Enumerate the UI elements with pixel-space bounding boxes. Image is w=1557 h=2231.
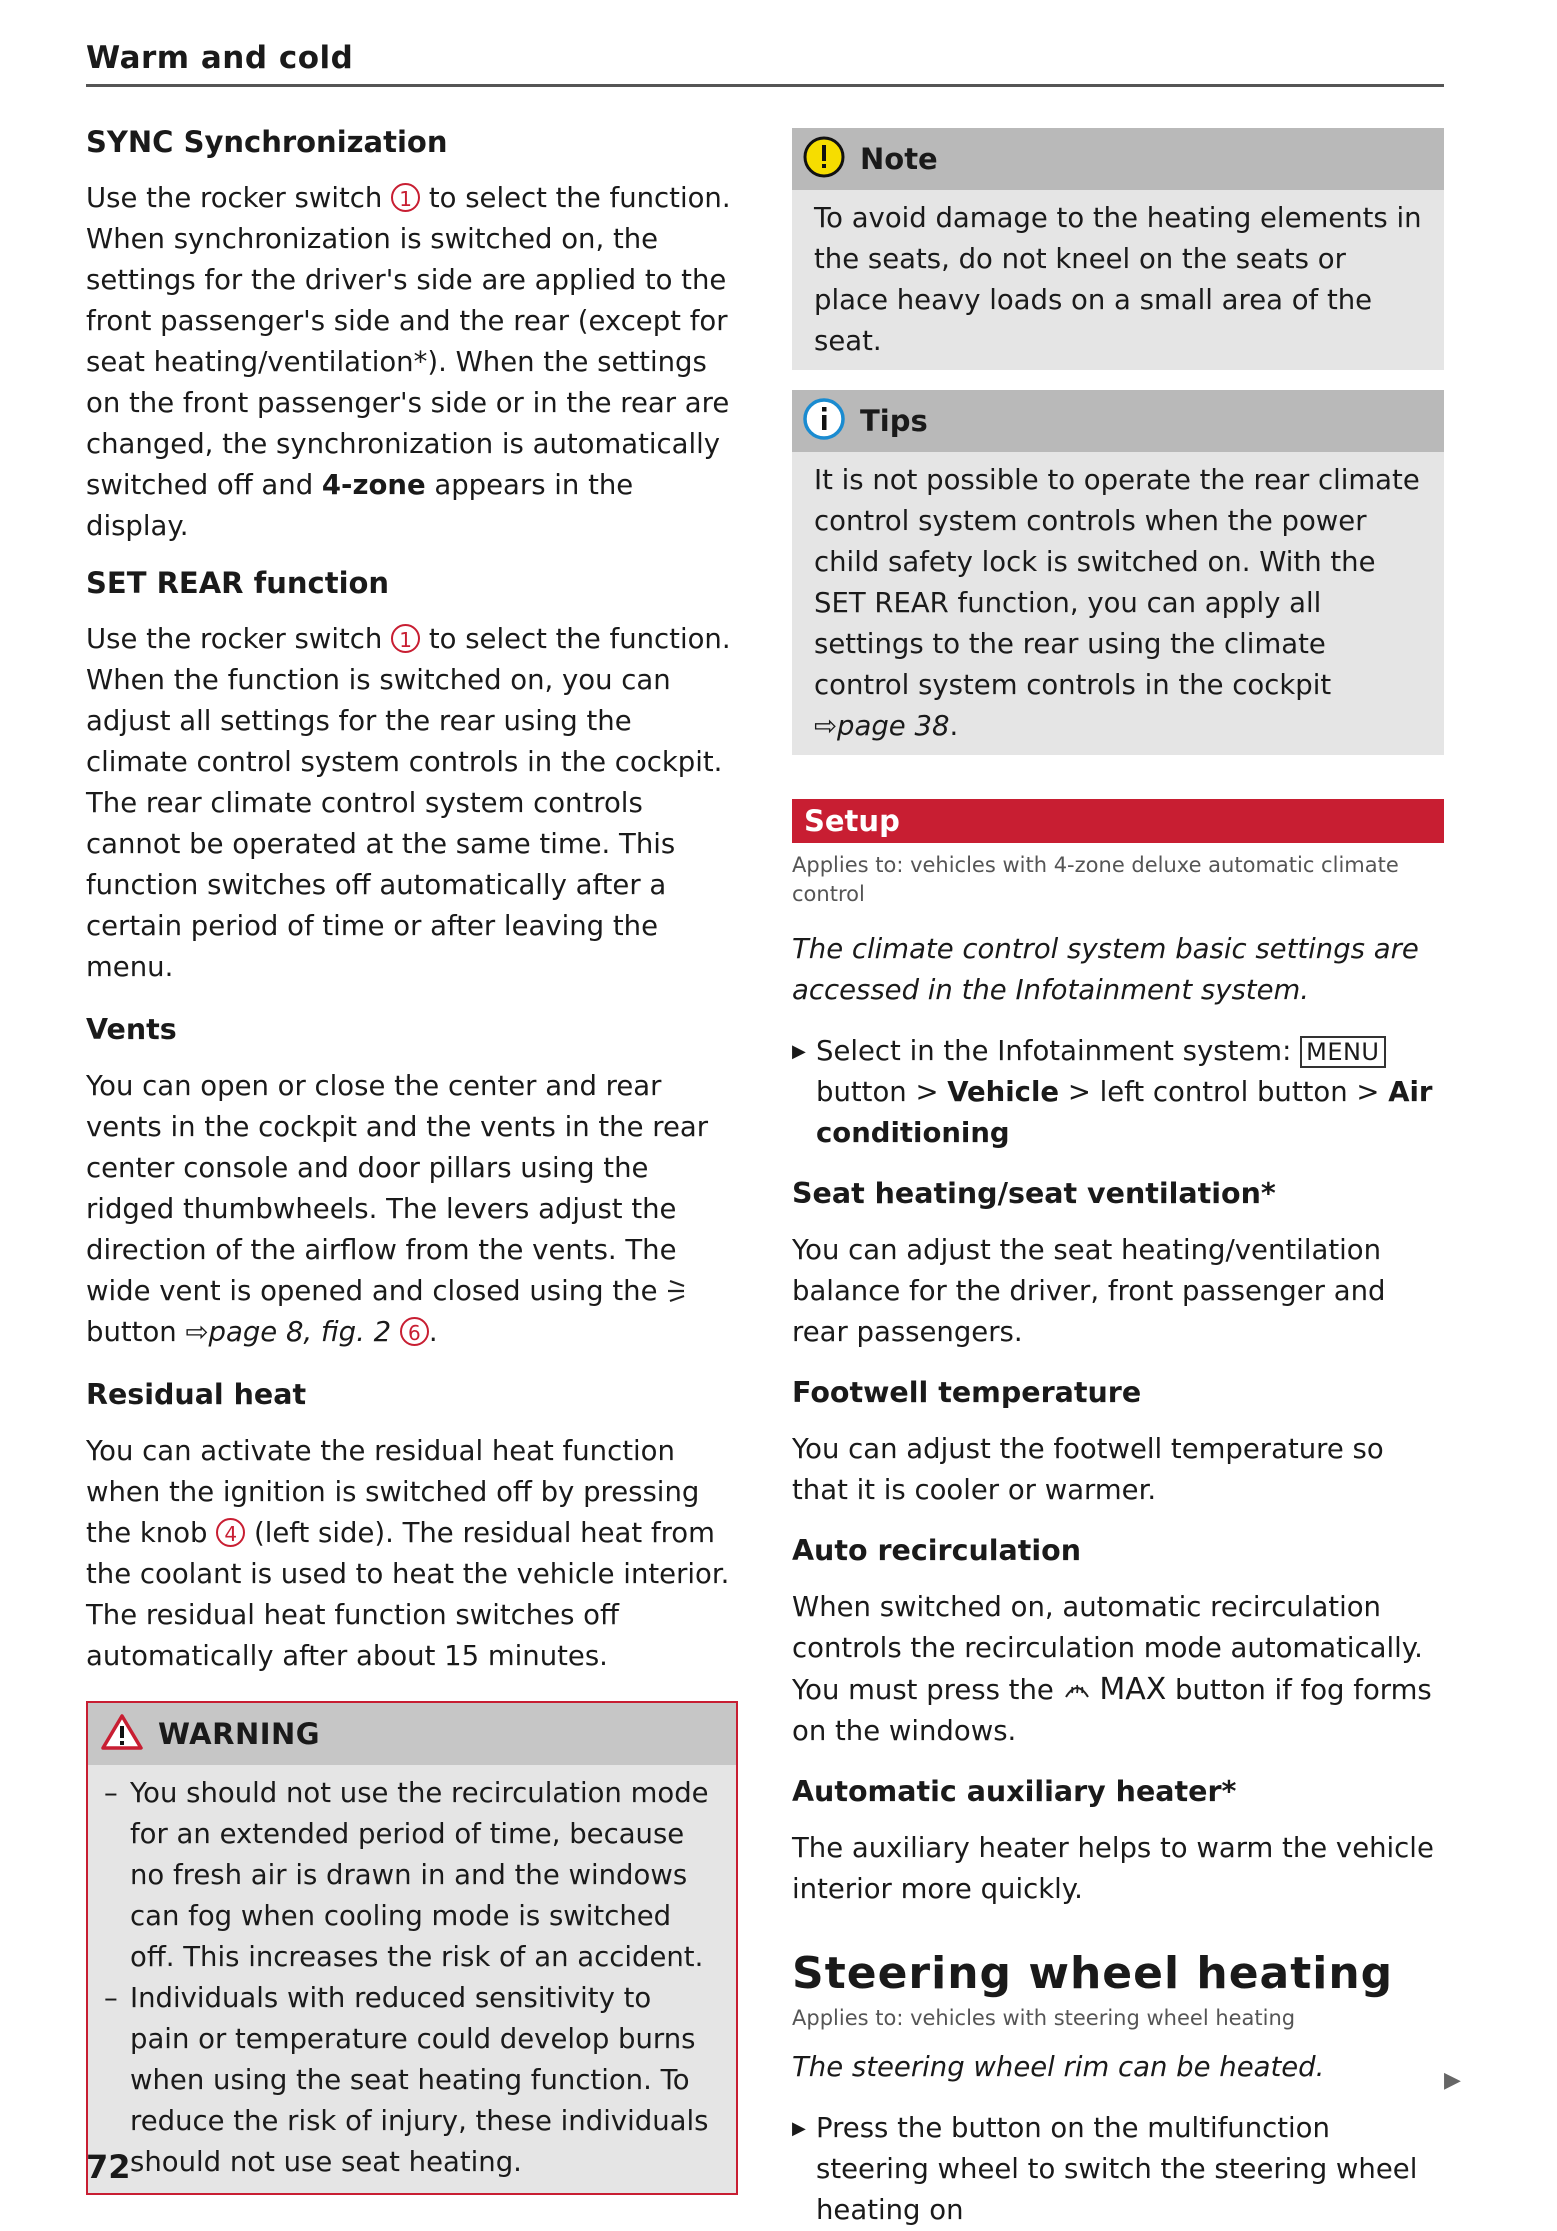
footwell-heading: Footwell temperature bbox=[792, 1376, 1142, 1409]
left-column bbox=[86, 120, 738, 2195]
tips-header bbox=[792, 390, 1444, 452]
tips-body: It is not possible to operate the rear climate control system controls when the power child safety lock is switched on. With the SET REAR function, you can apply all settings to the rear using the climate control system controls in the cockpit ⇨page 38. bbox=[814, 464, 1420, 742]
seat-heating-heading: Seat heating/seat ventilation* bbox=[792, 1177, 1276, 1210]
callout-number: 4 bbox=[216, 1518, 245, 1547]
page-header-title: Warm and cold bbox=[86, 40, 354, 76]
residual-heat-paragraph: You can activate the residual heat function when the ignition is switched off by pressing the knob 4 (left side). The residual heat from the coolant is used to heat the vehicle interior. The residual heat function switches off automatically after about 15 minutes. bbox=[86, 1435, 730, 1672]
warning-triangle-icon bbox=[100, 1713, 144, 1755]
steering-applies-to: Applies to: vehicles with steering wheel heating bbox=[792, 2006, 1296, 2030]
vents-paragraph: You can open or close the center and rear vents in the cockpit and the vents in the rear center console and door pillars using the ridged thumbwheels. The levers adjust the direction of the airflow from the vents. The wide vent is opened and closed using the button ⇨page 8, fig. 2 6 . bbox=[86, 1070, 709, 1348]
auxiliary-heater-paragraph: The auxiliary heater helps to warm the vehicle interior more quickly. bbox=[792, 1832, 1434, 1905]
page-reference-link[interactable]: page 38 bbox=[837, 710, 950, 742]
wide-vent-icon bbox=[666, 1275, 688, 1307]
right-column bbox=[792, 128, 1444, 2231]
auto-recirculation-heading: Auto recirculation bbox=[792, 1534, 1082, 1567]
exclamation-circle-icon bbox=[802, 135, 846, 183]
callout-number: 6 bbox=[400, 1317, 429, 1346]
note-body: To avoid damage to the heating elements in the seats, do not kneel on the seats or place heavy loads on a small area of the seat. bbox=[814, 202, 1422, 357]
vents-heading: Vents bbox=[86, 1013, 177, 1046]
continue-arrow-icon: ▶ bbox=[1444, 2068, 1461, 2093]
callout-number: 1 bbox=[391, 183, 420, 212]
warning-box bbox=[86, 1701, 738, 2195]
tips-box bbox=[792, 390, 1444, 755]
set-rear-paragraph: Use the rocker switch 1 to select the function. When the function is switched on, you can adjust all settings for the rear using the climate control system controls in the cockpit. The rear climate control system controls cannot be operated at the same time. This function switches off automatically after a certain period of time or after leaving the menu. bbox=[86, 623, 731, 983]
warning-title: WARNING bbox=[158, 1717, 321, 1751]
sync-paragraph: Use the rocker switch 1 to select the function. When synchronization is switched on, the settings for the driver's side are applied to the front passenger's side and the rear (except for seat heating/ventilation*). When the settings on the front passenger's side or in the rear are changed, the synchronization is automatically switched off and 4-zone appears in the display. bbox=[86, 182, 731, 542]
warning-item: – Individuals with reduced sensitivity to pain or temperature could develop burns when using the seat heating function. To reduce the risk of injury, these individuals should not use seat heating. bbox=[104, 1982, 709, 2178]
steering-step: ▶ Press the button on the multifunction steering wheel to switch the steering wheel heating on bbox=[792, 2108, 1444, 2231]
footwell-paragraph: You can adjust the footwell temperature so that it is cooler or warmer. bbox=[792, 1433, 1384, 1506]
setup-step: ▶ Select in the Infotainment system: MENU button > Vehicle > left control button > Air conditioning bbox=[792, 1031, 1444, 1154]
steering-wheel-heating-heading: Steering wheel heating bbox=[792, 1948, 1394, 1999]
reference-arrow-icon: ⇨ bbox=[185, 1316, 209, 1348]
bullet-triangle-icon: ▶ bbox=[792, 2118, 806, 2139]
setup-section-bar: Setup bbox=[792, 799, 1444, 843]
header-divider bbox=[86, 84, 1444, 87]
auxiliary-heater-heading: Automatic auxiliary heater* bbox=[792, 1775, 1237, 1808]
note-title: Note bbox=[860, 142, 938, 176]
sync-heading: SYNC Synchronization bbox=[86, 125, 448, 159]
auto-recirculation-paragraph: When switched on, automatic recirculation controls the recirculation mode automatically. You must press the MAX button if fog forms on the windows. bbox=[792, 1591, 1432, 1747]
note-box bbox=[792, 128, 1444, 370]
steering-intro: The steering wheel rim can be heated. bbox=[792, 2051, 1325, 2083]
page-number: 72 bbox=[86, 2148, 131, 2186]
residual-heat-heading: Residual heat bbox=[86, 1378, 307, 1411]
set-rear-heading: SET REAR function bbox=[86, 566, 390, 600]
seat-heating-paragraph: You can adjust the seat heating/ventilation balance for the driver, front passenger and rear passengers. bbox=[792, 1234, 1386, 1348]
callout-number: 1 bbox=[391, 624, 420, 653]
page-reference-link[interactable]: page 8, fig. 2 bbox=[208, 1316, 392, 1348]
bullet-triangle-icon: ▶ bbox=[792, 1041, 806, 1062]
info-circle-icon bbox=[802, 397, 846, 445]
menu-key: MENU bbox=[1300, 1036, 1385, 1068]
reference-arrow-icon: ⇨ bbox=[814, 710, 838, 742]
warning-header bbox=[88, 1703, 736, 1765]
warning-item: – You should not use the recirculation mode for an extended period of time, because no fresh air is drawn in and the windows can fog when cooling mode is switched off. This increases the risk of an accident. bbox=[104, 1777, 709, 1973]
tips-title: Tips bbox=[860, 404, 928, 438]
note-header bbox=[792, 128, 1444, 190]
setup-applies-to: Applies to: vehicles with 4-zone deluxe automatic climate control bbox=[792, 853, 1399, 906]
defrost-icon bbox=[1063, 1674, 1100, 1706]
warning-body bbox=[88, 1765, 736, 2193]
setup-intro: The climate control system basic settings are accessed in the Infotainment system. bbox=[792, 933, 1419, 1006]
